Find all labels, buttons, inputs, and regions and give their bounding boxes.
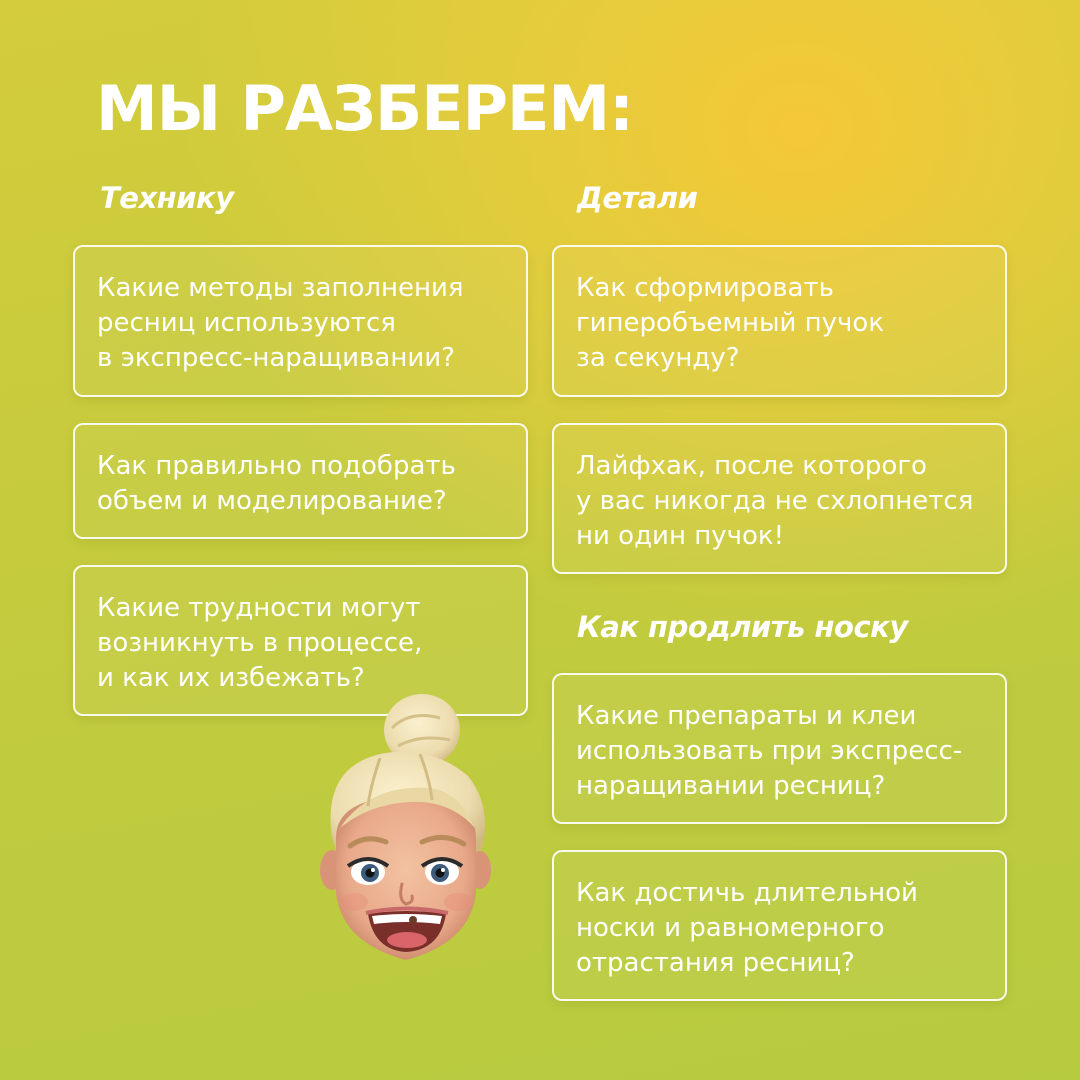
page-title: МЫ РАЗБЕРЕМ:	[96, 72, 633, 145]
card-long-wear: Как достичь длительной носки и равномерного отрастания ресниц?	[552, 850, 1007, 1001]
card-products-glues: Какие препараты и клеи использовать при экспресс- наращивании ресниц?	[552, 673, 1007, 824]
card-volume-modeling: Как правильно подобрать объем и моделирование?	[73, 423, 528, 539]
card-fill-methods: Какие методы заполнения ресниц используются в экспресс-наращивании?	[73, 245, 528, 397]
card-difficulties: Какие трудности могут возникнуть в процессе, и как их избежать?	[73, 565, 528, 716]
section-title-technique: Технику	[100, 181, 234, 215]
card-hypervolume-bundle: Как сформировать гиперобъемный пучок за секунду?	[552, 245, 1007, 397]
section-title-details: Детали	[577, 181, 698, 215]
memoji-avatar-illustration	[310, 688, 500, 988]
section-title-wear: Как продлить носку	[577, 610, 908, 644]
card-lifehack: Лайфхак, после которого у вас никогда не схлопнется ни один пучок!	[552, 423, 1007, 574]
